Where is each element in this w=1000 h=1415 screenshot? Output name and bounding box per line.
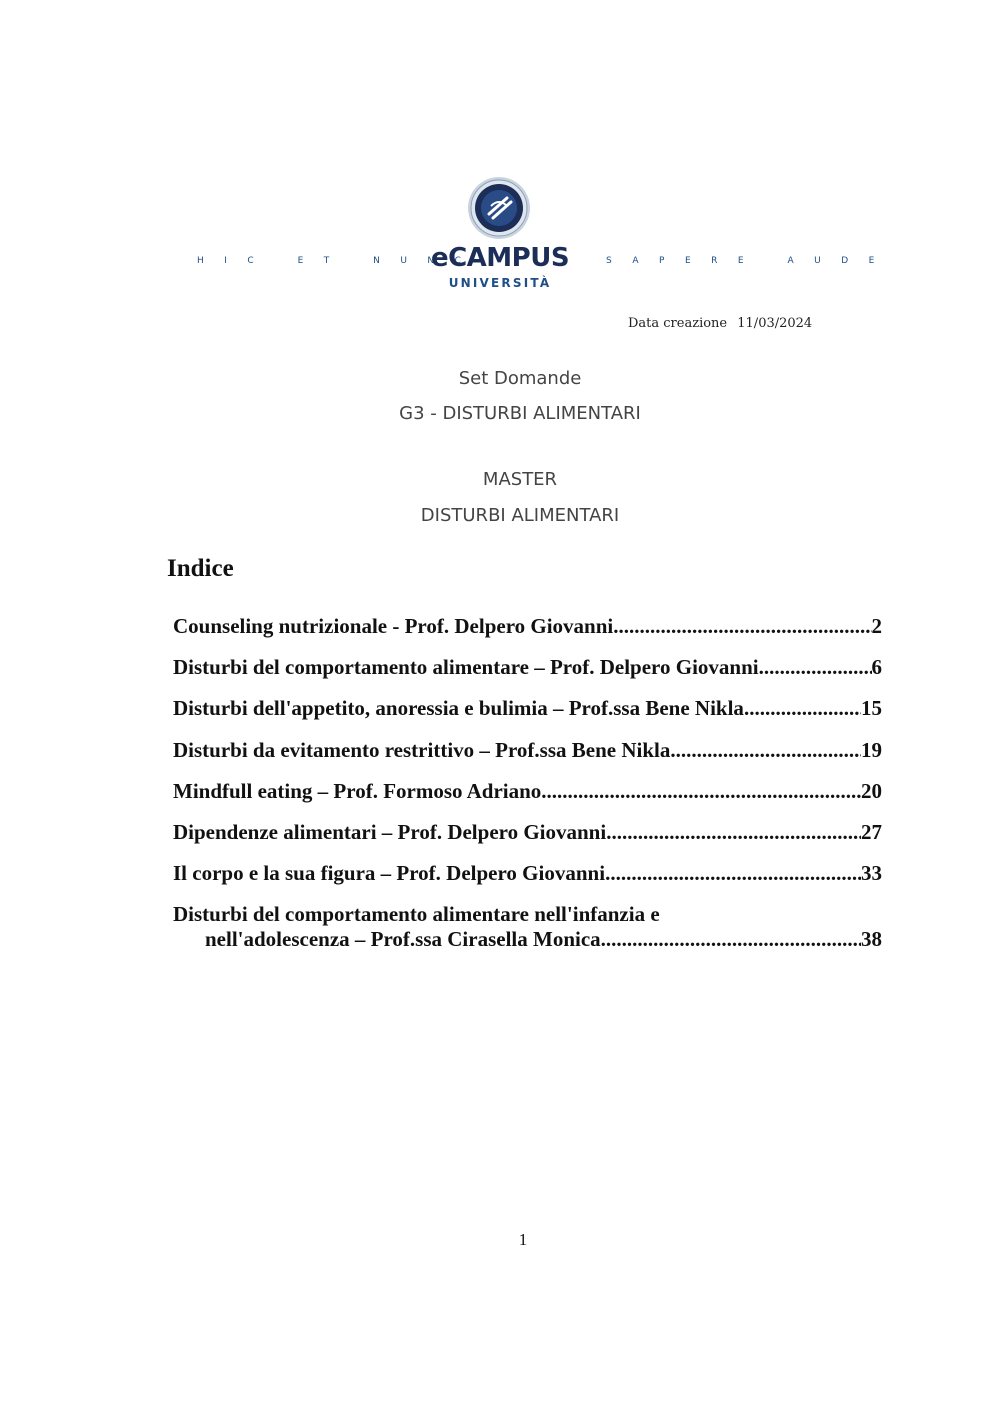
toc-entry[interactable] <box>173 779 882 820</box>
toc-entry-title: Disturbi dell'appetito, anoressia e bulimia – Prof.ssa Bene Nikla <box>173 696 744 721</box>
toc-leader <box>605 861 861 886</box>
creation-date <box>628 316 812 331</box>
toc-entry[interactable] <box>173 902 882 952</box>
toc-entry-title: Counseling nutrizionale - Prof. Delpero Giovanni <box>173 614 614 638</box>
toc-leader <box>613 614 871 639</box>
toc-entry[interactable] <box>173 861 882 902</box>
toc-leader <box>606 820 861 845</box>
table-of-contents <box>173 614 882 952</box>
index-heading: Indice <box>167 555 234 582</box>
toc-entry[interactable] <box>173 614 882 655</box>
course-title: G3 - DISTURBI ALIMENTARI <box>399 403 641 424</box>
motto-left: HIC ET NUNC <box>197 256 482 266</box>
toc-entry-page: 20 <box>861 778 882 803</box>
program-label: MASTER <box>482 469 558 490</box>
toc-entry-title: Dipendenze alimentari – Prof. Delpero Giovanni <box>173 819 607 844</box>
toc-entry-title: Disturbi del comportamento alimentare – Prof. Delpero Giovanni <box>173 655 759 680</box>
toc-entry-page: 38 <box>861 927 882 952</box>
toc-entry-row2 <box>173 927 882 952</box>
toc-leader <box>759 655 872 680</box>
program-name: DISTURBI ALIMENTARI <box>420 505 620 526</box>
toc-entry-page: 15 <box>861 696 882 721</box>
motto-right: SAPERE AUDE <box>606 256 895 266</box>
toc-entry-page: 33 <box>861 861 882 886</box>
toc-leader <box>670 738 861 763</box>
toc-entry[interactable] <box>173 820 882 861</box>
toc-entry[interactable] <box>173 696 882 737</box>
toc-entry-title-line1: Disturbi del comportamento alimentare nell'infanzia e <box>173 902 660 927</box>
page-number: 1 <box>518 1230 528 1249</box>
date-value: 11/03/2024 <box>737 316 813 331</box>
university-seal-icon <box>467 176 531 240</box>
toc-entry-page: 2 <box>871 614 882 638</box>
toc-entry-title: Mindfull eating – Prof. Formoso Adriano <box>173 778 542 803</box>
toc-entry[interactable] <box>173 655 882 696</box>
toc-entry-page: 19 <box>861 737 882 762</box>
toc-entry-page: 27 <box>861 819 882 844</box>
toc-leader <box>601 927 861 952</box>
toc-entry-title-line2: nell'adolescenza – Prof.ssa Cirasella Monica <box>205 927 601 952</box>
toc-entry[interactable] <box>173 738 882 779</box>
set-title: Set Domande <box>458 368 582 389</box>
toc-leader <box>541 779 861 804</box>
date-label: Data creazione <box>628 316 728 331</box>
brand-logo: eCAMPUS <box>430 243 570 273</box>
toc-entry-page: 6 <box>871 655 882 680</box>
toc-leader <box>744 696 861 721</box>
toc-entry-title: Il corpo e la sua figura – Prof. Delpero Giovanni <box>173 861 606 886</box>
toc-entry-title: Disturbi da evitamento restrittivo – Prof.ssa Bene Nikla <box>173 737 671 762</box>
brand-subtitle: UNIVERSITÀ <box>448 276 552 290</box>
